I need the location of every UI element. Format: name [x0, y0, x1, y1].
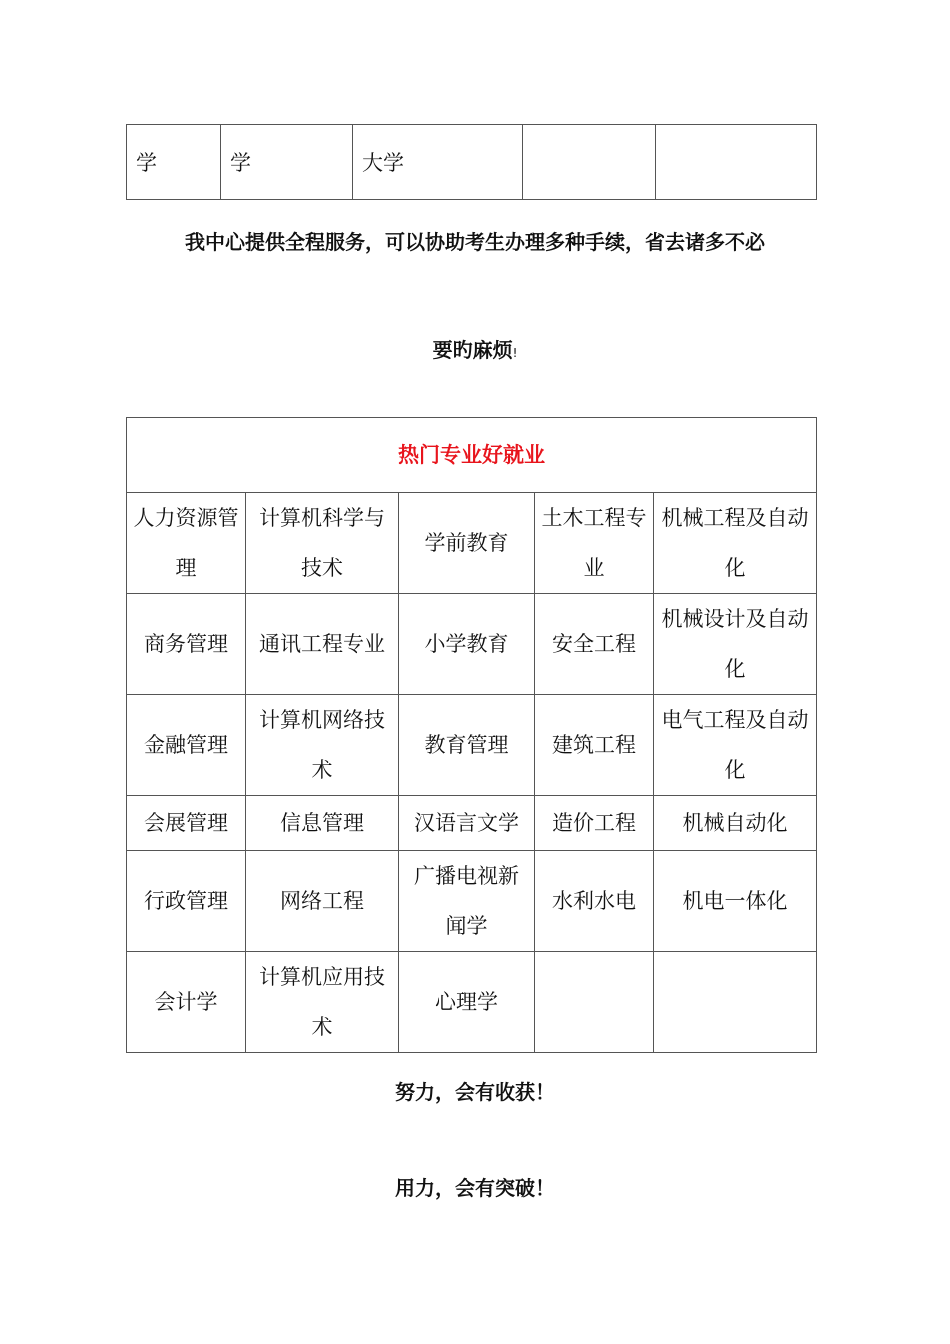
table-cell: 机械工程及自动化 [654, 493, 817, 594]
service-notice-line-1: 我中心提供全程服务，可以协助考生办理多种手续，省去诸多不必 [185, 230, 765, 254]
table-cell: 学前教育 [399, 493, 535, 594]
table-cell [654, 952, 817, 1053]
table-cell: 计算机科学与技术 [246, 493, 399, 594]
table-row [127, 125, 817, 200]
table-cell [535, 952, 654, 1053]
table-row [127, 851, 817, 952]
table-cell: 金融管理 [127, 695, 246, 796]
table-row [127, 952, 817, 1053]
table-row [127, 493, 817, 594]
table-cell: 安全工程 [535, 594, 654, 695]
table-cell: 建筑工程 [535, 695, 654, 796]
table-cell: 会展管理 [127, 796, 246, 851]
table-cell: 教育管理 [399, 695, 535, 796]
table-cell: 机电一体化 [654, 851, 817, 952]
table-cell: 造价工程 [535, 796, 654, 851]
table-cell [656, 125, 817, 200]
table-cell: 网络工程 [246, 851, 399, 952]
table-cell: 学 [221, 125, 353, 200]
table-cell: 机械设计及自动化 [654, 594, 817, 695]
top-fragment-table [126, 124, 817, 200]
service-notice-line-2 [0, 334, 950, 363]
table-row [127, 796, 817, 851]
table-cell: 会计学 [127, 952, 246, 1053]
table-title-row [127, 418, 817, 493]
table-cell: 小学教育 [399, 594, 535, 695]
service-notice-exclamation: ! [512, 346, 518, 360]
table-cell: 行政管理 [127, 851, 246, 952]
popular-majors-table [126, 417, 817, 1053]
table-cell: 计算机网络技术 [246, 695, 399, 796]
table-cell: 汉语言文学 [399, 796, 535, 851]
table-cell: 广播电视新闻学 [399, 851, 535, 952]
table-cell [523, 125, 656, 200]
table-cell: 商务管理 [127, 594, 246, 695]
motto-line-1: 努力，会有收获！ [395, 1080, 555, 1104]
table-cell: 学 [127, 125, 221, 200]
table-cell: 人力资源管理 [127, 493, 246, 594]
table-row [127, 695, 817, 796]
table-cell: 心理学 [399, 952, 535, 1053]
motto-line-2: 用力，会有突破！ [395, 1176, 555, 1200]
table-cell: 土木工程专业 [535, 493, 654, 594]
table-cell: 大学 [353, 125, 523, 200]
table-row [127, 594, 817, 695]
table-cell: 通讯工程专业 [246, 594, 399, 695]
table-cell: 水利水电 [535, 851, 654, 952]
table-cell: 计算机应用技术 [246, 952, 399, 1053]
table-title: 热门专业好就业 [127, 418, 817, 493]
service-notice-text: 要旳麻烦 [432, 338, 513, 362]
table-cell: 电气工程及自动化 [654, 695, 817, 796]
table-cell: 机械自动化 [654, 796, 817, 851]
table-cell: 信息管理 [246, 796, 399, 851]
